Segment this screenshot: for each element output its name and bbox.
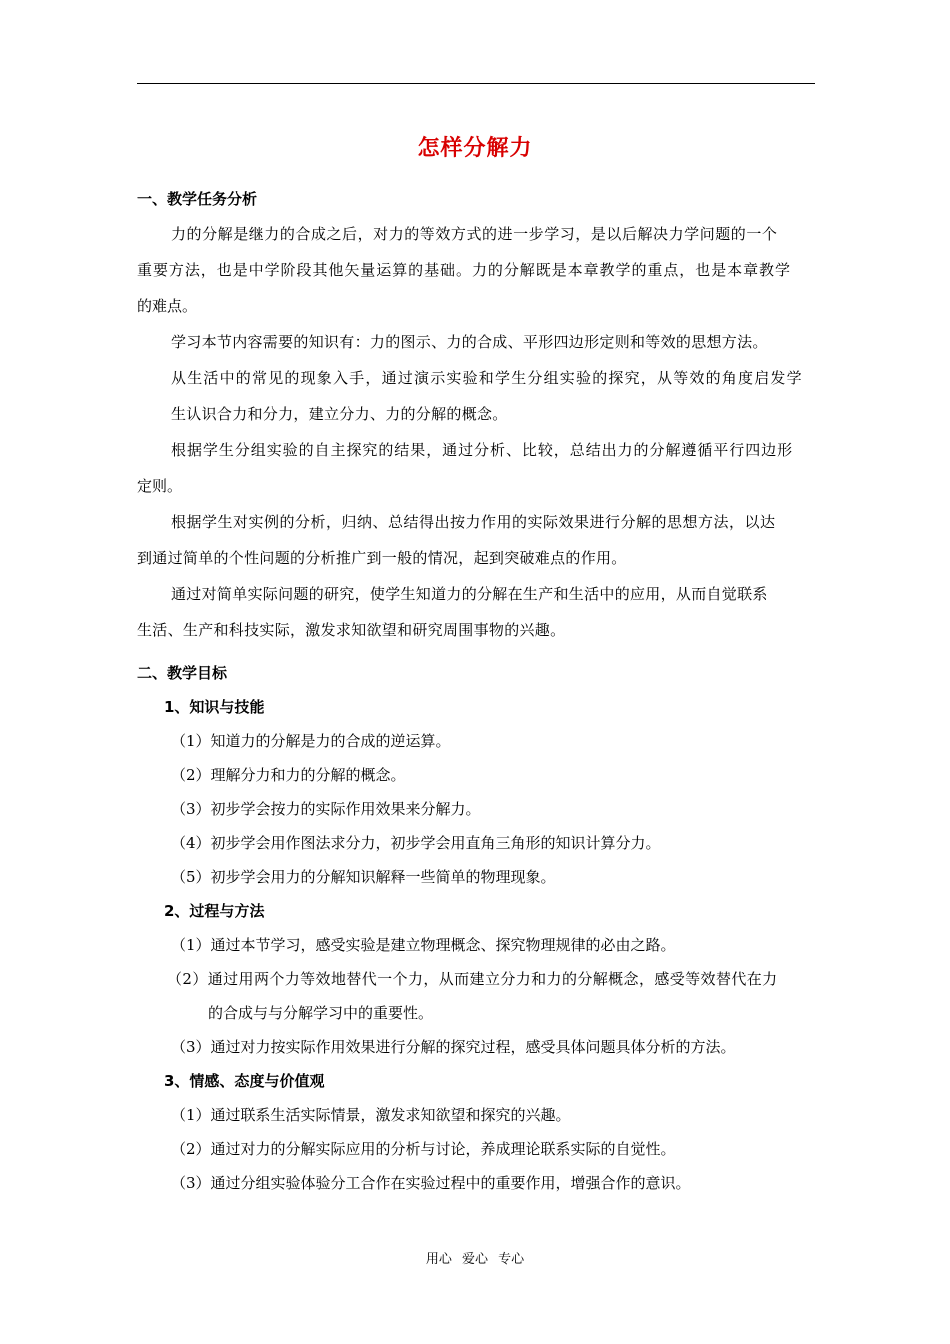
paragraph-line: 通过对简单实际问题的研究，使学生知道力的分解在生产和生活中的应用，从而自觉联系 bbox=[171, 585, 768, 603]
paragraph-line: 根据学生分组实验的自主探究的结果，通过分析、比较，总结出力的分解遵循平行四边形 bbox=[171, 441, 794, 459]
paragraph-line: 生活、生产和科技实际，激发求知欲望和研究周围事物的兴趣。 bbox=[137, 621, 566, 639]
paragraph-line: 生认识合力和分力，建立分力、力的分解的概念。 bbox=[171, 405, 508, 423]
list-item: （5）初步学会用力的分解知识解释一些简单的物理现象。 bbox=[171, 868, 556, 886]
list-item: （2）通过用两个力等效地替代一个力，从而建立分力和力的分解概念，感受等效替代在力 bbox=[167, 970, 778, 988]
list-item: （1）知道力的分解是力的合成的逆运算。 bbox=[171, 732, 451, 750]
paragraph-line: 定则。 bbox=[137, 477, 183, 495]
list-item: （3）通过对力按实际作用效果进行分解的探究过程，感受具体问题具体分析的方法。 bbox=[171, 1038, 736, 1056]
paragraph-line: 从生活中的常见的现象入手，通过演示实验和学生分组实验的探究，从等效的角度启发学 bbox=[171, 369, 803, 387]
list-item: （3）初步学会按力的实际作用效果来分解力。 bbox=[171, 800, 481, 818]
list-item-continued: 的合成与与分解学习中的重要性。 bbox=[208, 1004, 434, 1022]
section-heading-teaching-goals: 二、教学目标 bbox=[137, 664, 228, 682]
paragraph-line: 重要方法，也是中学阶段其他矢量运算的基础。力的分解既是本章教学的重点，也是本章教学 bbox=[137, 261, 791, 279]
subheading-emotions-values: 3、情感、态度与价值观 bbox=[164, 1072, 325, 1090]
section-heading-task-analysis: 一、教学任务分析 bbox=[137, 190, 258, 208]
page-footer: 用心 爱心 专心 bbox=[425, 1252, 525, 1267]
paragraph-line: 的难点。 bbox=[137, 297, 198, 315]
paragraph-line: 学习本节内容需要的知识有：力的图示、力的合成、平形四边形定则和等效的思想方法。 bbox=[171, 333, 768, 351]
list-item: （1）通过联系生活实际情景，激发求知欲望和探究的兴趣。 bbox=[171, 1106, 571, 1124]
list-item: （1）通过本节学习，感受实验是建立物理概念、探究物理规律的必由之路。 bbox=[171, 936, 676, 954]
list-item: （4）初步学会用作图法求分力，初步学会用直角三角形的知识计算分力。 bbox=[171, 834, 661, 852]
paragraph-line: 到通过简单的个性问题的分析推广到一般的情况，起到突破难点的作用。 bbox=[137, 549, 627, 567]
list-item: （2）通过对力的分解实际应用的分析与讨论，养成理论联系实际的自觉性。 bbox=[171, 1140, 676, 1158]
paragraph-line: 根据学生对实例的分析，归纳、总结得出按力作用的实际效果进行分解的思想方法，以达 bbox=[171, 513, 776, 531]
list-item: （2）理解分力和力的分解的概念。 bbox=[171, 766, 406, 784]
page-title: 怎样分解力 bbox=[417, 136, 533, 161]
header-rule bbox=[137, 83, 815, 84]
subheading-knowledge-skills: 1、知识与技能 bbox=[164, 698, 265, 716]
list-item: （3）通过分组实验体验分工合作在实验过程中的重要作用，增强合作的意识。 bbox=[171, 1174, 691, 1192]
subheading-process-methods: 2、过程与方法 bbox=[164, 902, 265, 920]
paragraph-line: 力的分解是继力的合成之后，对力的等效方式的进一步学习，是以后解决力学问题的一个 bbox=[171, 225, 778, 243]
